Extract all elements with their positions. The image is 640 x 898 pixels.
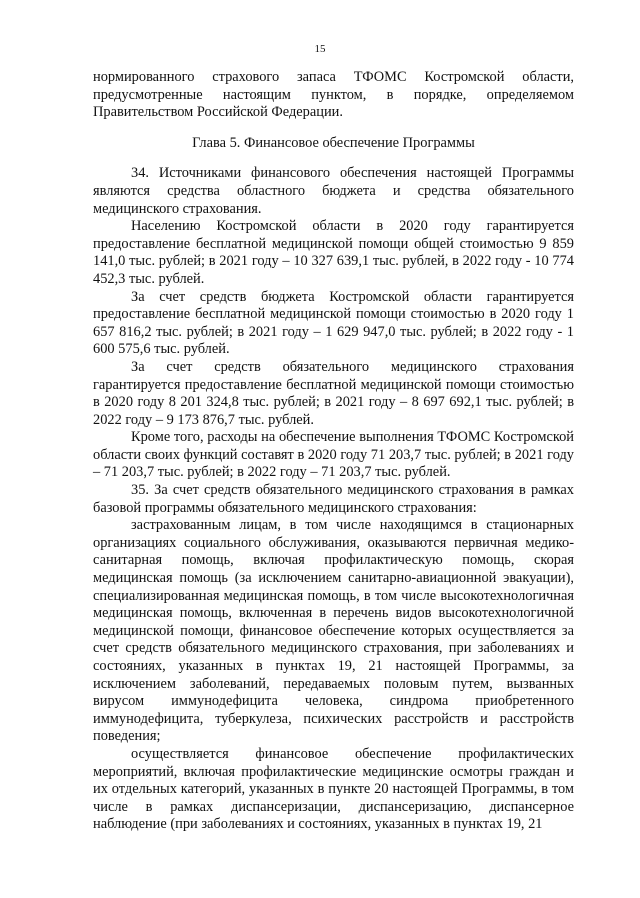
intro-paragraph: нормированного страхового запаса ТФОМС Костромской области, предусмотренные настоящим пунктом, в порядке, определяемом Правительством Российской Федерации.	[93, 69, 574, 121]
paragraph-35: 35. За счет средств обязательного медицинского страхования в рамках базовой программы обязательного медицинского страхования:	[93, 482, 574, 516]
paragraph-34: 34. Источниками финансового обеспечения настоящей Программы являются средства областного бюджета и средства обязательного медицинского страхования.	[93, 165, 574, 217]
paragraph-preventive-measures: осуществляется финансовое обеспечение профилактических мероприятий, включая профилактические медицинские осмотры граждан и их отдельных категорий, указанных в пункте 20 настоящей Программы, в том числе в рамках диспансеризации, диспансеризацию, диспансерное наблюдение (при заболеваниях и состояниях, указанных в пунктах 19, 21	[93, 745, 574, 833]
chapter-title: Глава 5. Финансовое обеспечение Программы	[192, 134, 475, 151]
paragraph-oms-cost: За счет средств обязательного медицинского страхования гарантируется предоставление бесплатной медицинской помощи стоимостью в 2020 году 8 201 324,8 тыс. рублей; в 2021 году – 8 697 692,1 тыс. рублей; в 2022 году – 9 173 876,7 тыс. рублей.	[93, 358, 574, 428]
paragraph-tfoms-expenses: Кроме того, расходы на обеспечение выполнения ТФОМС Костромской области своих функций составят в 2020 году 71 203,7 тыс. рублей; в 2021 году – 71 203,7 тыс. рублей; в 2022 году – 71 203,7 тыс. рублей.	[93, 429, 574, 481]
paragraph-insured-persons: застрахованным лицам, в том числе находящимся в стационарных организациях социального обслуживания, оказываются первичная медико-санитарная помощь, включая профилактическую помощь, скорая медицинская помощь (за исключением санитарно-авиационной эвакуации), специализированная медицинская помощь, в том числе высокотехнологичная медицинская помощь, включенная в перечень видов высокотехнологичной медицинской помощи, финансовое обеспечение которых осуществляется за счет средств обязательного медицинского страхования, при заболеваниях и состояниях, указанных в пунктах 19, 21 настоящей Программы, за исключением заболеваний, передаваемых половым путем, вызванных вирусом иммунодефицита человека, синдрома приобретенного иммунодефицита, туберкулеза, психических расстройств и расстройств поведения;	[93, 517, 574, 745]
paragraph-budget-cost: За счет средств бюджета Костромской области гарантируется предоставление бесплатной медицинской помощи стоимостью в 2020 году 1 657 816,2 тыс. рублей; в 2021 году – 1 629 947,0 тыс. рублей; в 2022 году - 1 600 575,6 тыс. рублей.	[93, 288, 574, 358]
page-number: 15	[314, 43, 326, 55]
paragraph-total-cost: Населению Костромской области в 2020 году гарантируется предоставление бесплатной медицинской помощи общей стоимостью 9 859 141,0 тыс. рублей; в 2021 году – 10 327 639,1 тыс. рублей, в 2022 году - 10 774 452,3 тыс. рублей.	[93, 218, 574, 287]
document-body	[93, 69, 574, 834]
